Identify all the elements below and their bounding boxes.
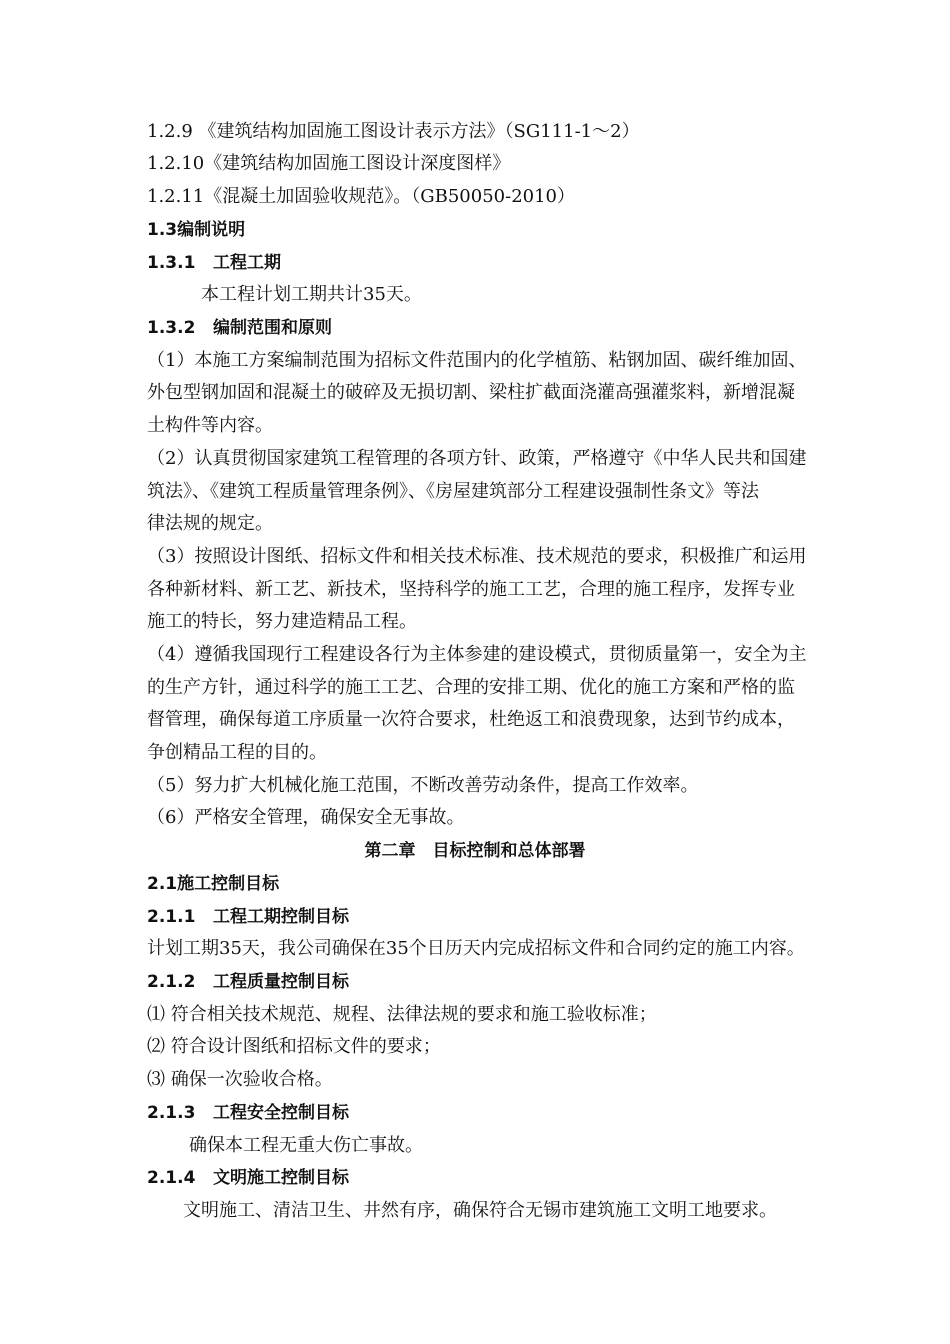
subsection-title: 工程工期控制目标: [213, 907, 349, 927]
list-item: ⑶ 确保一次验收合格。: [147, 1069, 333, 1090]
paragraph-line: 外包型钢加固和混凝土的破碎及无损切割、梁柱扩截面浇灌高强灌浆料，新增混凝: [147, 382, 795, 403]
chapter-title: 第二章 目标控制和总体部署: [364, 841, 586, 861]
subsection-title: 工程质量控制目标: [213, 972, 349, 992]
paragraph-line: 督管理，确保每道工序质量一次符合要求，杜绝返工和浪费现象，达到节约成本，: [147, 709, 795, 730]
paragraph-line: 施工的特长，努力建造精品工程。: [147, 611, 417, 632]
paragraph-line: （5）努力扩大机械化施工范围，不断改善劳动条件，提高工作效率。: [147, 775, 699, 796]
paragraph-line: 律法规的规定。: [147, 513, 273, 534]
subsection-heading: [147, 316, 332, 340]
section-heading: 2.1施工控制目标: [147, 874, 280, 894]
paragraph-line: （2）认真贯彻国家建筑工程管理的各项方针、政策，严格遵守《中华人民共和国建: [147, 448, 807, 469]
list-item: ⑵ 符合设计图纸和招标文件的要求；: [147, 1036, 441, 1057]
subsection-number: 2.1.1: [147, 907, 196, 927]
subsection-title: 工程工期: [213, 253, 281, 273]
subsection-heading: [147, 251, 281, 275]
paragraph-line: 确保本工程无重大伤亡事故。: [189, 1135, 423, 1156]
list-item: ⑴ 符合相关技术规范、规程、法律法规的要求和施工验收标准；: [147, 1004, 657, 1025]
subsection-heading: [147, 1166, 349, 1190]
paragraph-line: 计划工期35天，我公司确保在35个日历天内完成招标文件和合同约定的施工内容。: [147, 938, 805, 959]
subsection-number: 2.1.4: [147, 1168, 196, 1188]
subsection-heading: [147, 905, 349, 929]
subsection-number: 1.3.1: [147, 253, 196, 273]
subsection-title: 编制范围和原则: [213, 318, 332, 338]
paragraph-line: 筑法》、《建筑工程质量管理条例》、《房屋建筑部分工程建设强制性条文》等法: [147, 481, 759, 502]
subsection-number: 2.1.2: [147, 972, 196, 992]
reference-line: 1.2.11《混凝土加固验收规范》。（GB50050-2010）: [147, 186, 576, 207]
paragraph-line: （6）严格安全管理，确保安全无事故。: [147, 807, 465, 828]
paragraph-line: （1）本施工方案编制范围为招标文件范围内的化学植筋、粘钢加固、碳纤维加固、: [147, 350, 807, 371]
subsection-number: 2.1.3: [147, 1103, 196, 1123]
subsection-title: 工程安全控制目标: [213, 1103, 349, 1123]
paragraph-line: 争创精品工程的目的。: [147, 742, 327, 763]
section-heading: 1.3编制说明: [147, 220, 246, 240]
paragraph-line: 文明施工、清洁卫生、井然有序，确保符合无锡市建筑施工文明工地要求。: [183, 1200, 777, 1221]
subsection-heading: [147, 1101, 349, 1125]
paragraph-line: 本工程计划工期共计35天。: [201, 284, 422, 305]
paragraph-line: 土构件等内容。: [147, 415, 273, 436]
subsection-heading: [147, 970, 349, 994]
paragraph-line: 各种新材料、新工艺、新技术，坚持科学的施工工艺，合理的施工程序，发挥专业: [147, 579, 795, 600]
paragraph-line: 的生产方针，通过科学的施工工艺、合理的安排工期、优化的施工方案和严格的监: [147, 677, 795, 698]
reference-line: 1.2.9 《建筑结构加固施工图设计表示方法》（SG111-1～2）: [147, 121, 640, 142]
paragraph-line: （4）遵循我国现行工程建设各行为主体参建的建设模式，贯彻质量第一，安全为主: [147, 644, 807, 665]
paragraph-line: （3）按照设计图纸、招标文件和相关技术标准、技术规范的要求，积极推广和运用: [147, 546, 807, 567]
subsection-number: 1.3.2: [147, 318, 196, 338]
subsection-title: 文明施工控制目标: [213, 1168, 349, 1188]
reference-line: 1.2.10《建筑结构加固施工图设计深度图样》: [147, 153, 511, 174]
